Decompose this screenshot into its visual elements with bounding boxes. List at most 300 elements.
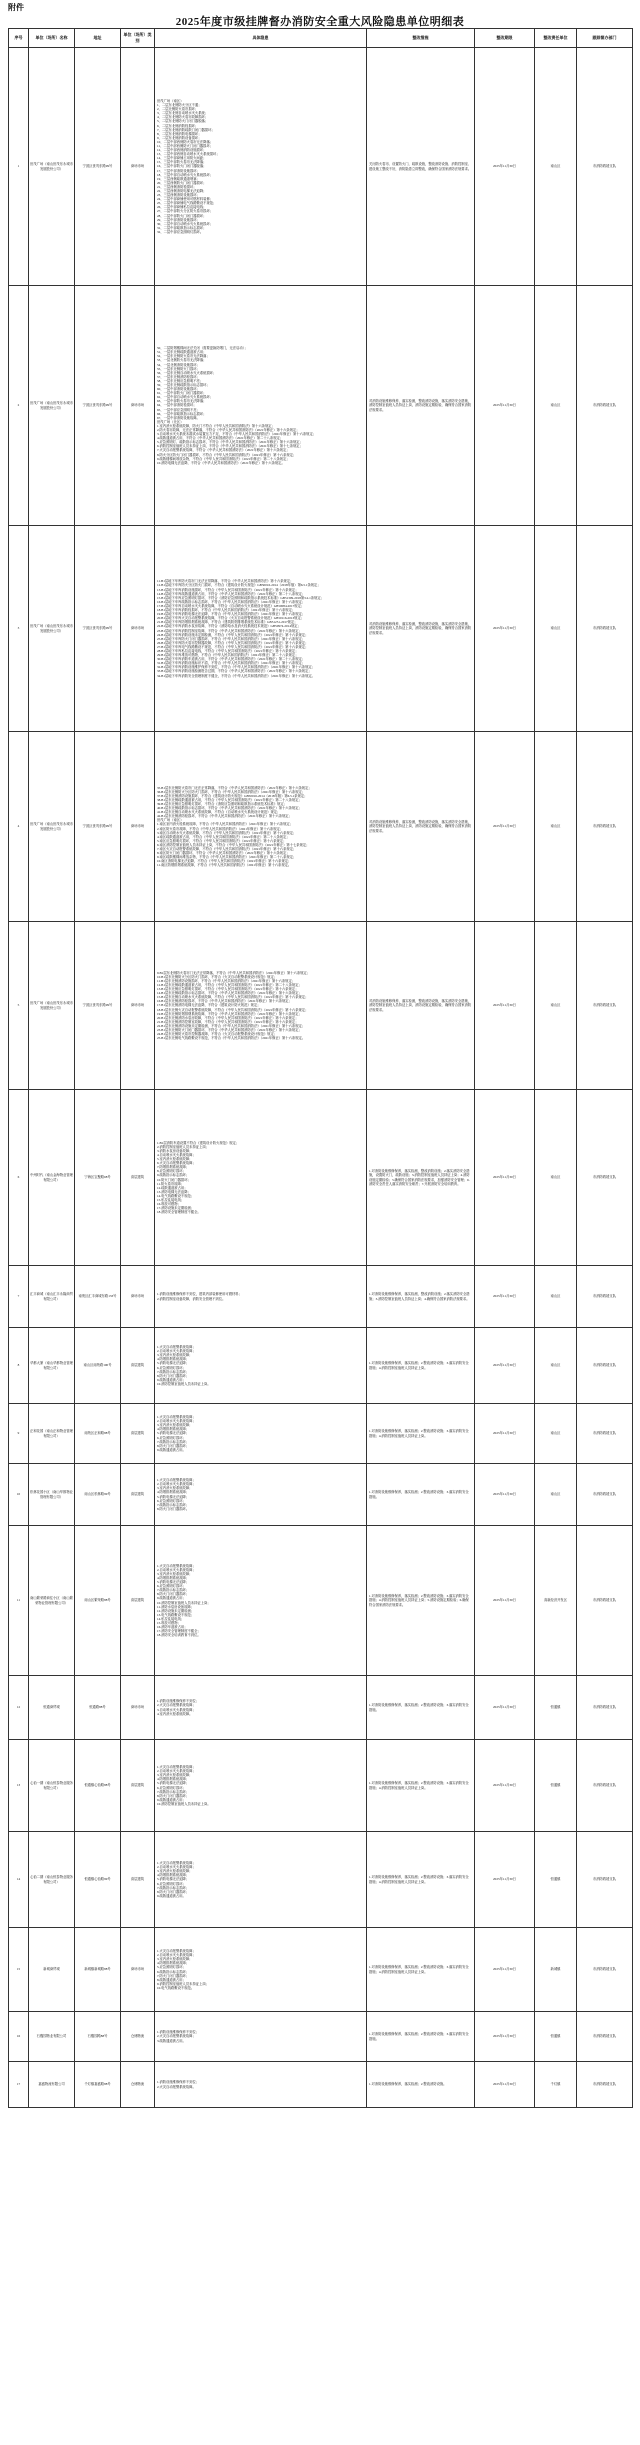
hazard-item: 25.B1层地下车库防火门闭门器损坏，不符合《中华人民共和国消防法》（2021年修正）第十六条规定；: [157, 636, 306, 641]
row-number-text: 8: [17, 1363, 20, 1368]
hazard-item: 34.B1层地下车库消防安全管理制度不健全，不符合《中华人民共和国消防法》（2021年修正）第十六条规定。: [157, 673, 315, 678]
hazard-item: 52、一层东北侧防火卷帘无法降落；: [157, 354, 210, 359]
deadline-text: 2025年11月30日: [493, 403, 516, 408]
hazard-list: [155, 286, 367, 526]
row-number-text: 13: [16, 1783, 21, 1788]
unit-category: [121, 1740, 155, 1832]
supervising-department-text: 市消防救援支队: [592, 626, 617, 631]
responsible-unit-text: 恒通镇: [550, 1783, 561, 1788]
hazard-item: 19.B1层东北侧防烟排烟系统故障，不符合《中华人民共和国消防法》（2021年修正）第十六条规定；: [157, 1011, 302, 1016]
deadline-text: 2025年11月30日: [493, 1294, 516, 1299]
unit-category-text: 高层建筑: [130, 1783, 145, 1788]
hazard-item: 22.B1层地下车库消防水泵房故障，不符合《消防给水及消火栓系统技术规范》GB50974-2014规定；: [157, 624, 301, 629]
hazard-item: 2.防火卷帘故障，无法正常降落，不符合《中华人民共和国消防法》（2021年修正）第十六条规定；: [157, 428, 300, 433]
hazard-item: 3.南区自动喷水灭火系统故障，不符合《中华人民共和国消防法》（2021年修正）第十六条规定；: [157, 830, 297, 835]
row-number-text: 6: [17, 1175, 20, 1180]
responsible-unit-text: 南山区: [550, 1294, 561, 1299]
deadline-text: 2025年11月30日: [493, 1783, 516, 1788]
unit-address: [75, 286, 121, 526]
hazard-item: 32.B1层地下车库消防设施维护保养不到位，不符合《中华人民共和国消防法》（2021年修正）第十六条规定；: [157, 665, 315, 670]
supervising-department: [577, 922, 633, 1090]
supervising-department-text: 市消防救援支队: [592, 1598, 617, 1603]
hazard-item: 4.防烟排烟系统故障；: [157, 1873, 190, 1878]
unit-address-text: 南山区松林路99号: [84, 1492, 111, 1497]
hazard-item: 1.火灾自动报警系统故障；: [157, 1478, 196, 1483]
deadline: [475, 1832, 535, 1928]
unit-address: [75, 922, 121, 1090]
deadline: [475, 1526, 535, 1676]
hazard-item: 1.B1层消防车道设置不符合《建筑设计防火规范》规定；: [157, 1140, 240, 1145]
hazard-item: 1、二层东北侧防火分区不通；: [157, 103, 202, 108]
unit-address-text: 恒通路88号: [89, 1705, 106, 1710]
hazard-item: 55、一层东北侧防火门损坏；: [157, 366, 200, 371]
deadline: [475, 1676, 535, 1740]
hazard-item: 8.防火门闭门器损坏；: [157, 1443, 190, 1448]
unit-address-text: 南山区繁荣路88号: [84, 1598, 111, 1603]
unit-address: [75, 48, 121, 286]
unit-category: [121, 1676, 155, 1740]
unit-category-text: 商场市场: [130, 1967, 145, 1972]
hazard-item: 54、一层北侧消防设施损坏；: [157, 362, 200, 367]
hazard-item: 21、三层西侧消防栓损坏；: [157, 184, 197, 189]
rectification-measures-text: 1.对消防设施维修保养，落实检测；2.整改消防设施；3.落实消防安全措施；4.消防控制室值班人员持证上岗。: [369, 1875, 469, 1884]
supervising-department: [577, 48, 633, 286]
hazard-item: 14.B1层地下车库疏散通道被占用，不符合《中华人民共和国消防法》（2021年修正）第二十八条规定；: [157, 591, 306, 596]
rectification-measures-text: 1.对消防设施维修保养，落实检测，整改消防设施；2.落实消防安全措施；3.消防控制室值班人员持证上岗；4.确保符合国家消防法规要求。: [369, 1292, 470, 1301]
unit-category-text: 高层建筑: [130, 1598, 145, 1603]
hazard-item: 5.应急照明灯、疏散指示标志损坏，不符合《中华人民共和国消防法》（2021年修正）第十六条规定；: [157, 440, 303, 445]
hazard-item: 23.B1层地下车库消防控制室故障，不符合《中华人民共和国消防法》（2021年修正）第十六条规定；: [157, 628, 302, 633]
hazard-item: 8.防火分区防火门闭门器损坏，不符合《中华人民共和国消防法》（2021年修正）第十六条规定；: [157, 452, 297, 457]
rectification-measures: [367, 1832, 475, 1928]
unit-address: [75, 1832, 121, 1928]
hazard-item: 9.疏散楼梯间堆放杂物，不符合《中华人民共和国消防法》（2021年修正）第二十八条规定；: [157, 456, 290, 461]
supervising-department-text: 市消防救援支队: [592, 824, 617, 829]
supervising-department-text: 市消防救援支队: [592, 2082, 617, 2087]
hazard-item: 30、二层中部自动喷水灭火系统损坏；: [157, 221, 214, 226]
col-header-category: 单位（场所）类别: [121, 29, 155, 48]
row-number: [9, 2062, 29, 2108]
unit-address: [75, 526, 121, 732]
hazard-item: 7.南区火灾自动报警系统故障，不符合《中华人民共和国消防法》（2021年修正）第十六条规定；: [157, 846, 297, 851]
deadline-text: 2025年11月30日: [493, 1492, 516, 1497]
hazard-item: 59、一层东北侧疏散指示标志损坏；: [157, 382, 210, 387]
hazard-item: 6.应急照明灯损坏；: [157, 1584, 186, 1589]
unit-name-text: 嘉盛物流有限公司: [38, 2082, 65, 2087]
hazard-item: 41.B1层东北侧自动喷水灭火系统故障，不符合《自动喷水灭火系统设计规范》规定；: [157, 810, 281, 815]
row-number-text: 17: [16, 2082, 21, 2087]
deadline-text: 2025年11月30日: [493, 1003, 516, 1008]
hazard-item: 9.疏散通道被占用；: [157, 1596, 186, 1601]
unit-address: [75, 2012, 121, 2062]
responsible-unit-text: 南山区: [550, 824, 561, 829]
unit-category-text: 高层建筑: [130, 1175, 145, 1180]
rectification-measures: [367, 48, 475, 286]
unit-category-text: 高层建筑: [130, 1877, 145, 1882]
rectification-measures-text: 1.对消防设施维修保养，落实检测；2.整改消防设施；3.落实消防安全措施；4.消防控制室值班人员持证上岗。: [369, 1965, 469, 1974]
table-row: [9, 1404, 633, 1464]
responsible-unit-text: 南山区: [550, 1363, 561, 1368]
hazard-item: 7.疏散指示标志损坏；: [157, 1588, 190, 1593]
supervising-department: [577, 2012, 633, 2062]
responsible-unit-text: 南山区: [550, 1003, 561, 1008]
unit-category-text: 高层建筑: [130, 1363, 145, 1368]
supervising-department: [577, 1832, 633, 1928]
deadline-text: 2025年11月30日: [493, 1705, 516, 1710]
table-body: [9, 48, 633, 2108]
hazard-item: 32、二层中部应急照明灯损坏。: [157, 229, 204, 234]
hazard-list: [155, 1464, 367, 1526]
deadline: [475, 2012, 535, 2062]
unit-category-text: 仓储物流: [130, 2082, 145, 2087]
hazard-item: 2.火灾自动报警系统故障。: [157, 2084, 196, 2089]
hazard-item: 5.消防电梯无法迫降；: [157, 1431, 190, 1436]
rectification-measures: [367, 1526, 475, 1676]
hazard-item: 15.B1层地下车库应急照明灯损坏，不符合《消防应急照明和疏散指示系统技术标准》GB51309-2018第3.2.1条规定；: [157, 595, 324, 600]
hazard-item: 9.疏散通道被占用；: [157, 1797, 186, 1802]
deadline: [475, 732, 535, 922]
unit-category-text: 商场市场: [130, 824, 145, 829]
hazard-item: 5.消防电梯无法迫降；: [157, 1361, 190, 1366]
hazard-item: 1.火灾自动报警系统故障；: [157, 1415, 196, 1420]
row-number-text: 1: [17, 164, 20, 169]
unit-address-text: 恒通镇心怡路99号: [84, 1877, 111, 1882]
supervising-department-text: 市消防救援支队: [592, 403, 617, 408]
hazard-item: 6.南区消防控制室值班人员未持证上岗，不符合《中华人民共和国消防法》（2021年修正）第十七条规定；: [157, 842, 310, 847]
responsible-unit-text: 南山区: [550, 1175, 561, 1180]
responsible-unit: [535, 2062, 577, 2108]
unit-address: [75, 732, 121, 922]
unit-name: [29, 48, 75, 286]
hazard-list: [155, 2012, 367, 2062]
deadline-text: 2025年11月30日: [493, 1967, 516, 1972]
hazard-item: 2.消防控制室值班人员未持证上岗；: [157, 1144, 209, 1149]
deadline: [475, 1928, 535, 2012]
hazard-item: 世茂广场（南区）: [157, 98, 184, 103]
hazard-item: 5.南区应急照明灯损坏，不符合《中华人民共和国消防法》（2021年修正）第十六条规定；: [157, 838, 287, 843]
table-row: [9, 1676, 633, 1740]
hazard-item: 4.南区疏散通道被占用，不符合《中华人民共和国消防法》（2021年修正）第二十八条规定；: [157, 834, 290, 839]
hazard-item: 5.消防电梯无法迫降；: [157, 1580, 190, 1585]
hazard-item: 12.消防设施未定期检测；: [157, 1608, 195, 1613]
unit-address: [75, 1676, 121, 1740]
unit-address: [75, 1090, 121, 1266]
hazard-item: 18.消防安全管理制度不健全。: [157, 1210, 201, 1215]
hazard-item: 5.消防电梯无法迫降；: [157, 1877, 190, 1882]
rectification-measures: [367, 526, 475, 732]
responsible-unit: [535, 1832, 577, 1928]
hazard-item: 8.南区防火门闭门器损坏，不符合《中华人民共和国消防法》（2021年修正）第十六条规定；: [157, 851, 290, 856]
hazard-item: 67、一层中部消防设施故障。: [157, 415, 200, 420]
responsible-unit-text: 新城镇: [550, 1967, 561, 1972]
table-row: [9, 2062, 633, 2108]
hazard-item: 15.私拉乱接电线；: [157, 1197, 185, 1202]
unit-category: [121, 922, 155, 1090]
hazard-item: 24.B1层地下车库消防设施未定期检测，不符合《中华人民共和国消防法》（2021年修正）第十六条规定；: [157, 632, 309, 637]
table-row: [9, 1740, 633, 1832]
hazard-item: 24、二层中部商铺使用可燃材料装修；: [157, 197, 214, 202]
hazard-list: [155, 2062, 367, 2108]
hazard-item: 16.B1层东北侧消防栓损坏，不符合《中华人民共和国消防法》（2021年修正）第十六条规定；: [157, 999, 292, 1004]
responsible-unit-text: 恒通镇: [550, 2034, 561, 2039]
deadline: [475, 286, 535, 526]
deadline: [475, 526, 535, 732]
hazard-item: 1.火灾自动报警系统故障；: [157, 1765, 196, 1770]
hazard-item: 8.应急照明灯损坏；: [157, 1169, 186, 1174]
deadline: [475, 48, 535, 286]
unit-address-text: 宁波区世茂东路99号: [82, 1003, 113, 1008]
hazard-item: 4.室内消火栓系统故障。: [157, 1711, 193, 1716]
rectification-measures-text: 1.对消防设施维修保养，落实检测；2.整改消防设施；3.落实消防安全措施；4.消防控制室值班人员持证上岗。: [369, 1429, 469, 1438]
hazard-item: 6、二层东北侧消防栓损坏；: [157, 123, 199, 128]
responsible-unit: [535, 1404, 577, 1464]
supervising-department-text: 市消防救援支队: [592, 1363, 617, 1368]
rectification-measures-text: 1.对消防设施维修保养，落实检测；2.整改消防设施；3.落实消防安全措施。: [369, 2032, 469, 2041]
hazard-item: 3.室内消火栓系统故障；: [157, 1957, 193, 1962]
hazard-item: 8.防火门闭门器损坏；: [157, 1793, 190, 1798]
responsible-unit-text: 南山区: [550, 403, 561, 408]
unit-address: [75, 1266, 121, 1328]
rectification-measures: [367, 286, 475, 526]
responsible-unit: [535, 1328, 577, 1404]
row-number-text: 7: [17, 1294, 20, 1299]
supervising-department: [577, 1404, 633, 1464]
row-number: [9, 1676, 29, 1740]
rectification-measures-text: 对消防设施维修保养，落实检测，整改消防设施，落实消防安全措施，消防控制室值班人员持证上岗，消防设施定期检验，确保符合国家消防法规要求。: [369, 399, 472, 412]
hazard-item: 20.B1层东北侧消防水泵房故障，不符合《中华人民共和国消防法》（2021年修正）第十六条规定；: [157, 1015, 299, 1020]
unit-category: [121, 286, 155, 526]
hazard-item: 20、三层西侧防火门闭门器损坏；: [157, 180, 207, 185]
unit-address-text: 石榴园路88号: [87, 2034, 108, 2039]
hazard-list: [155, 1740, 367, 1832]
hazard-item: 6.应急照明灯损坏；: [157, 1498, 186, 1503]
hazard-item: 29.B1层地下车库堆放可燃物，不符合《中华人民共和国消防法》（2021年修正）第二十八条规定；: [157, 653, 299, 658]
unit-name: [29, 732, 75, 922]
supervising-department: [577, 2062, 633, 2108]
responsible-unit-text: 南山区: [550, 164, 561, 169]
table-row: [9, 732, 633, 922]
hazard-item: 6.应急照明灯损坏；: [157, 1435, 186, 1440]
supervising-department-text: 市消防救援支队: [592, 1967, 617, 1972]
hazard-item: 4.防烟排烟系统故障；: [157, 1357, 190, 1362]
hazard-item: 5.消防电梯无法迫降；: [157, 1494, 190, 1499]
hazard-item: 9.南区疏散楼梯间堆放杂物，不符合《中华人民共和国消防法》（2021年修正）第二十八条规定；: [157, 855, 297, 860]
responsible-unit: [535, 286, 577, 526]
supervising-department: [577, 1266, 633, 1328]
hazard-item: 31.B1层地下车库消防设施标识不清，不符合《中华人民共和国消防法》（2021年修正）第十六条规定；: [157, 661, 306, 666]
hazard-item: 25.B1层东北侧电气线路敷设不规范，不符合《中华人民共和国消防法》（2021年修正）第十六条规定。: [157, 1036, 306, 1041]
unit-name-text: 世茂广场（南山世茂东永城市发展股份公司）: [30, 822, 73, 831]
document-title: 2025年度市级挂牌督办消防安全重大风险隐患单位明细表: [175, 16, 465, 28]
table-row: [9, 1328, 633, 1404]
unit-name: [29, 1404, 75, 1464]
row-number-text: 10: [16, 1492, 21, 1497]
hazard-item: 62、一层中部自动喷水灭火系统损坏；: [157, 395, 214, 400]
hazard-item: 29、二层中部消防设施损坏；: [157, 217, 200, 222]
hazard-item: 61、一层中部防火门闭门器损坏；: [157, 391, 207, 396]
hazard-item: 10.防火门闭门器损坏；: [157, 1177, 191, 1182]
hazard-item: 4.防烟排烟系统故障；: [157, 1777, 190, 1782]
hazard-item: 12.疏散通道被占用；: [157, 1185, 188, 1190]
hazard-item: 2.自动喷水灭火系统故障；: [157, 1769, 196, 1774]
unit-name-text: 世茂广场（南山世茂东永城市发展股份公司）: [30, 401, 73, 410]
responsible-unit: [535, 1266, 577, 1328]
hazard-item: 58、一层东北侧应急照明不亮；: [157, 378, 204, 383]
hazard-item: 13、二层中部西侧自动喷水灭火系统损坏；: [157, 152, 220, 157]
unit-category: [121, 526, 155, 732]
responsible-unit-text: 高新经济开发区: [543, 1598, 568, 1603]
supervising-department: [577, 286, 633, 526]
hazard-item: 4.防烟排烟系统故障；: [157, 1575, 190, 1580]
hazard-item: 28、二层中部防火门闭门器损坏；: [157, 213, 207, 218]
row-number: [9, 1832, 29, 1928]
supervising-department-text: 市消防救援支队: [592, 1783, 617, 1788]
hazard-item: 9.疏散通道被占用。: [157, 1447, 186, 1452]
hazard-item: 16.消防车道被占用；: [157, 1625, 188, 1630]
hazard-item: 16、三层中部防火门闭门器脱落；: [157, 164, 207, 169]
unit-name: [29, 1464, 75, 1526]
col-header-name: 单位（场所）名称: [29, 29, 75, 48]
hazard-item: 27.B1层地下车库电气线路敷设不规范，不符合《中华人民共和国消防法》（2021年修正）第十六条规定；: [157, 644, 309, 649]
hazard-item: 3.消防水泵房设备故障；: [157, 1148, 193, 1153]
responsible-unit: [535, 1676, 577, 1740]
rectification-measures: [367, 1464, 475, 1526]
hazard-item: 10.消防控制室值班人员未持证上岗。: [157, 1381, 211, 1386]
deadline-text: 2025年11月30日: [493, 626, 516, 631]
row-number: [9, 922, 29, 1090]
hazard-item: 9.疏散通道被占用。: [157, 1893, 186, 1898]
unit-name-text: 世茂广场（南山世茂东永城市发展股份公司）: [30, 1001, 73, 1010]
hazard-item: 1.火灾自动报警系统故障；: [157, 1345, 196, 1350]
supervising-department: [577, 1090, 633, 1266]
hazard-item: 17.消防安全管理制度不健全；: [157, 1629, 201, 1634]
col-header-deadline: 整改期限: [475, 29, 535, 48]
hazard-item: 5.应急照明灯损坏；: [157, 1965, 186, 1970]
rectification-measures-text: 1.对消防设施维修保养，落实检测；2.整改消防设施；3.落实消防安全措施。: [369, 1490, 469, 1499]
unit-name-text: 松林花园小区（南山华都物业管理有限公司）: [30, 1490, 73, 1499]
hazard-item: 6.火灾自动报警系统故障；: [157, 1161, 196, 1166]
hazard-item: 14.B1层东北侧疏散指示标志损坏，不符合《中华人民共和国消防法》（2021年修正）第十六条规定；: [157, 991, 302, 996]
unit-name: [29, 2012, 75, 2062]
supervising-department: [577, 732, 633, 922]
hazard-item: 9、二层东北侧消防设备损坏；: [157, 135, 202, 140]
hazard-item: 8.防火门闭门器损坏；: [157, 1592, 190, 1597]
deadline-text: 2025年11月30日: [493, 824, 516, 829]
hazard-item: 65、一层中部应急照明不亮；: [157, 407, 200, 412]
row-number: [9, 286, 29, 526]
hazard-item: 21.B1层东北侧消防控制室故障，不符合《中华人民共和国消防法》（2021年修正）第十六条规定；: [157, 1019, 299, 1024]
hazard-item: 3、二层东北侧自动喷水灭火系统；: [157, 111, 209, 116]
unit-category: [121, 1832, 155, 1928]
rectification-measures: [367, 1740, 475, 1832]
deadline-text: 2025年11月30日: [493, 1598, 516, 1603]
responsible-unit: [535, 2012, 577, 2062]
hazard-item: 19.B1层地下车库消防电梯无法迫降，不符合《中华人民共和国消防法》（2021年修正）第十六条规定；: [157, 612, 306, 617]
hazard-item: 7.防烟排烟系统故障；: [157, 1165, 190, 1170]
row-number: [9, 1928, 29, 2012]
rectification-measures-text: 对消防设施维修保养，落实检测，整改消防设施，落实消防安全措施，消防控制室值班人员持证上岗，消防设施定期检验，确保符合国家消防法规要求。: [369, 622, 472, 635]
hazard-item: 2.南区防火卷帘故障，不符合《中华人民共和国消防法》（2021年修正）第十六条规定；: [157, 826, 284, 831]
unit-address: [75, 1464, 121, 1526]
table-row: [9, 526, 633, 732]
table-row: [9, 2012, 633, 2062]
unit-address: [75, 1328, 121, 1404]
supervising-department-text: 市消防救援支队: [592, 1175, 617, 1180]
hazard-item: 50、二层防烟楼梯间无法关闭（需要更换防烟门，无法启动）；: [157, 346, 248, 351]
responsible-unit-text: 恒通镇: [550, 1877, 561, 1882]
rectification-measures: [367, 1328, 475, 1404]
hazard-item: 8.防火门闭门器损坏；: [157, 1889, 190, 1894]
unit-category-text: 商场市场: [130, 403, 145, 408]
unit-category-text: 商场市场: [130, 1294, 145, 1299]
hazard-item: 2、二层北侧防火卷帘损坏；: [157, 107, 199, 112]
row-number-text: 16: [16, 2034, 21, 2039]
unit-category-text: 商场市场: [130, 1705, 145, 1710]
row-number: [9, 1328, 29, 1404]
hazard-list: [155, 1404, 367, 1464]
table-row: [9, 1526, 633, 1676]
deadline-text: 2025年11月30日: [493, 1175, 516, 1180]
hazard-item: 8.疏散通道被占用；: [157, 1977, 186, 1982]
unit-name: [29, 1090, 75, 1266]
unit-address-text: 宁波区世茂东路99号: [82, 824, 113, 829]
row-number: [9, 1404, 29, 1464]
row-number: [9, 1464, 29, 1526]
hazard-list: [155, 1928, 367, 2012]
unit-address-text: 恒通镇心怡路88号: [84, 1783, 111, 1788]
responsible-unit-text: 南山区: [550, 626, 561, 631]
unit-address-text: 南苑区汇丰商城东路133号: [78, 1294, 117, 1299]
hazard-item: 36.B1层东北侧防火分区防火门损坏，不符合《中华人民共和国消防法》（2021年修正）第十六条规定；: [157, 789, 306, 794]
hazard-item: 7.防火门闭门器损坏；: [157, 1973, 190, 1978]
hazard-item: 14.电气线路敷设不规范；: [157, 1193, 195, 1198]
hazard-item: 世茂广场（北区）: [157, 419, 184, 424]
unit-name-text: 新城商贸城: [43, 1967, 60, 1972]
unit-address-text: 宁海区宝聚路68号: [84, 1175, 111, 1180]
hazard-item: 8、二层东北侧消防电梯损坏；: [157, 131, 202, 136]
col-header-no: 序号: [9, 29, 29, 48]
supervising-department: [577, 1928, 633, 2012]
hazard-list: [155, 48, 367, 286]
responsible-unit: [535, 526, 577, 732]
hazard-item: 60、一层中部消防设施损坏；: [157, 387, 200, 392]
unit-category: [121, 1464, 155, 1526]
row-number: [9, 1526, 29, 1676]
row-number: [9, 1090, 29, 1266]
unit-name: [29, 922, 75, 1090]
hazard-item: 2.自动喷水灭火系统故障；: [157, 1567, 196, 1572]
hazard-item: 9.疏散指示标志损坏；: [157, 1173, 190, 1178]
unit-name-text: 心怡二期（南山恒泰物业服务有限公司）: [30, 1875, 73, 1884]
hazard-item: 27、二层中部防火分区防火卷帘损坏；: [157, 209, 214, 214]
rectification-measures: [367, 1928, 475, 2012]
unit-name: [29, 1740, 75, 1832]
unit-name: [29, 1526, 75, 1676]
supervising-department: [577, 1526, 633, 1676]
hazard-item: 23.B1层东北侧防火门闭门器损坏，不符合《中华人民共和国消防法》（2021年修正）第十六条规定；: [157, 1028, 302, 1033]
hazard-item: 2.自动喷水灭火系统故障；: [157, 1419, 196, 1424]
unit-name-text: 汇丰商城（南山汇丰永隆商贸有限公司）: [30, 1292, 73, 1301]
hazard-item: 20.B1层地下车库火灾自动报警系统故障，不符合《火灾自动报警系统设计规范》GB50116-2013规定；: [157, 616, 305, 621]
hazard-item: 2.火灾自动报警系统故障；: [157, 1703, 196, 1708]
unit-category: [121, 1928, 155, 2012]
hazard-item: 11.B1层东北侧消防设施损坏，不符合《中华人民共和国消防法》（2021年修正）第十六条规定；: [157, 978, 296, 983]
deadline: [475, 1404, 535, 1464]
hazard-item: 3.室内消火栓系统故障；: [157, 1353, 193, 1358]
table-row: [9, 48, 633, 286]
hazard-item: 8.防火门闭门器损坏。: [157, 1506, 190, 1511]
hazard-list: [155, 1090, 367, 1266]
